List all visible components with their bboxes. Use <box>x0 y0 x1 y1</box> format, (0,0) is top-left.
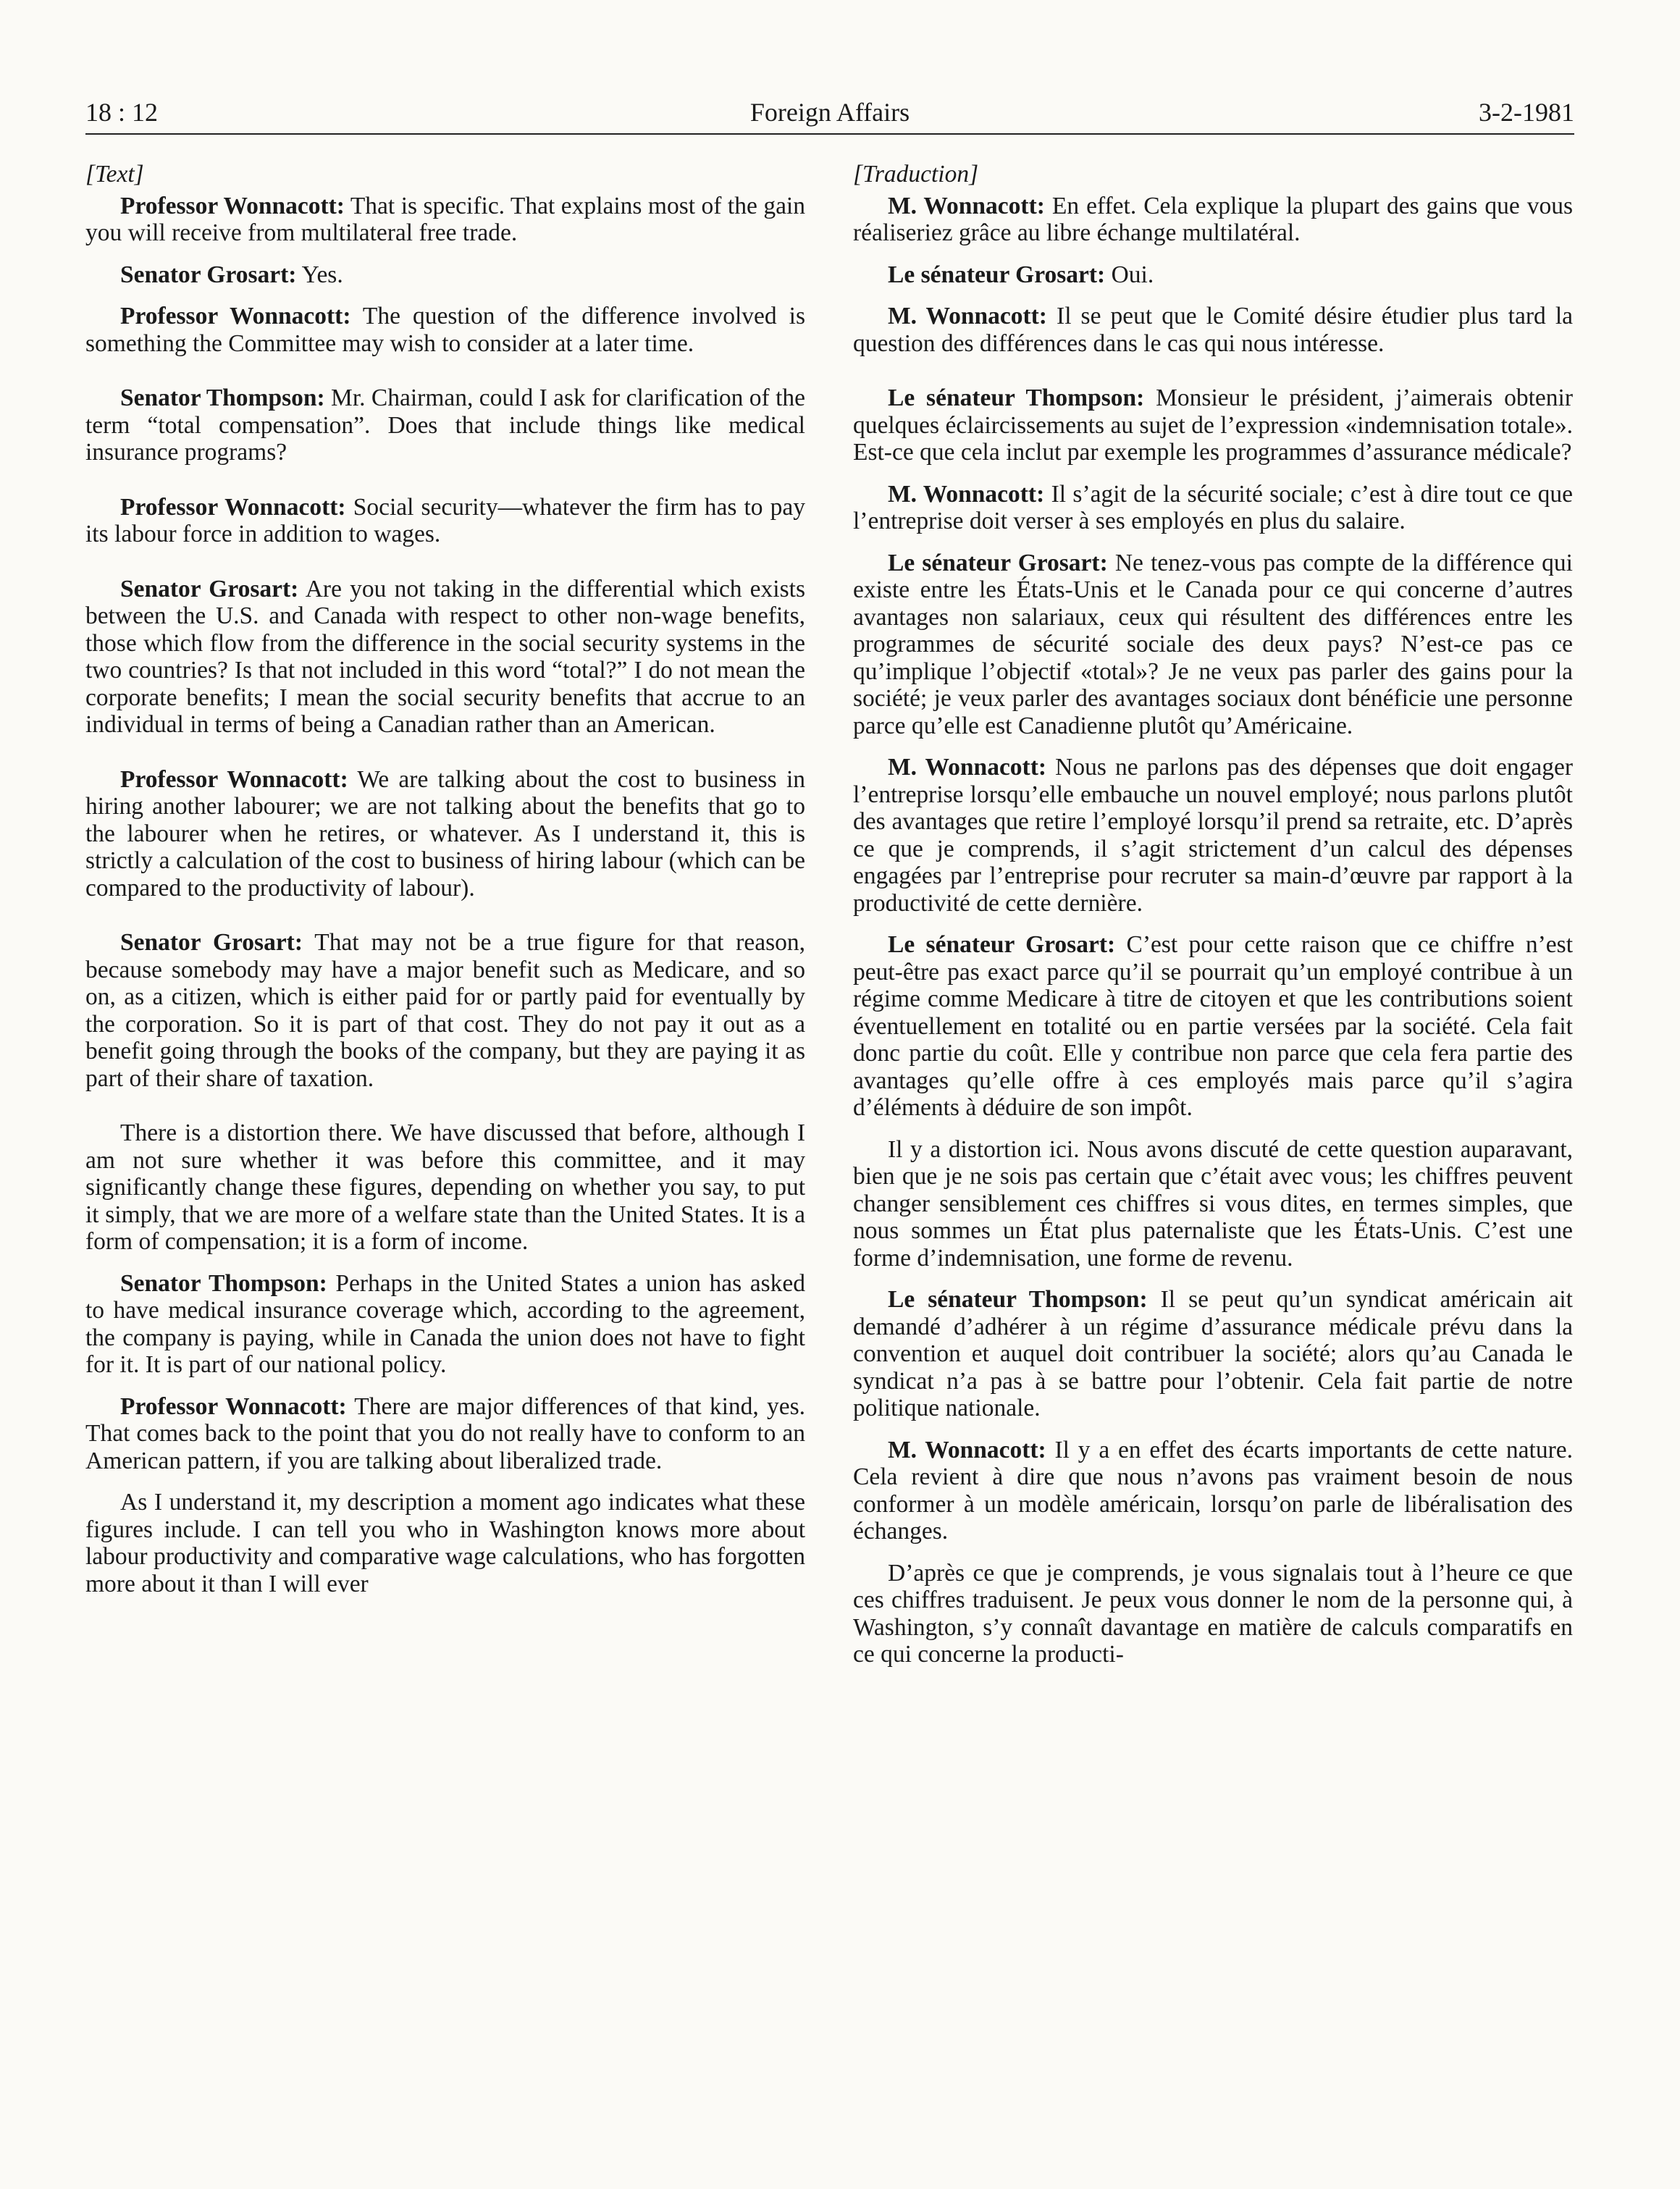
paragraph-text: Il se peut que le Comité désire étudier plus tard la question des différences dans le cas qui nous intéresse. <box>853 303 1574 357</box>
transcript-paragraph <box>85 1119 805 1256</box>
paragraph-text: Are you not taking in the differential which exists between the U.S. and Canada with respect to other non-wage benefits, those which flow from the difference in the social security systems in the two countries? Is that not included in this word “total?” I do not mean the corporate benefits; I mean the social security benefits that accrue to an individual in terms of being a Canadian rather than an American. <box>85 575 805 738</box>
transcript-paragraph <box>85 494 805 548</box>
paragraph-text: Il se peut qu’un syndicat américain ait demandé d’adhérer à un régime d’assurance médicale prévu dans la convention et auquel doit contribuer la société; alors qu’au Canada le syndicat n’a pas à se battre pour l’obtenir. Cela fait partie de notre politique nationale. <box>853 1286 1573 1421</box>
paragraph-text: Il y a en effet des écarts importants de cette nature. Cela revient à dire que nous n’avons pas vraiment besoin de nous conformer à un modèle américain, lorsqu’on parle de libéralisation des échanges. <box>853 1436 1573 1545</box>
transcript-paragraph <box>853 1560 1573 1668</box>
transcript-paragraph <box>853 1286 1573 1422</box>
page-date: 3-2-1981 <box>1479 98 1574 127</box>
transcript-paragraph <box>85 385 805 466</box>
paragraph-text: Il s’agit de la sécurité sociale; c’est à dire tout ce que l’entreprise doit verser à ses employés en plus du salaire. <box>853 480 1574 534</box>
paragraph-text: Ne tenez-vous pas compte de la différence qui existe entre les États-Unis et le Canada pour ce qui concerne d’autres avantages non salariaux, ceux qui résultent des différences entre les programmes de sécurité sociale des deux pays? N’est-ce pas ce qu’implique l’objectif «total»? Je ne veux pas parler des gains pour la société; je veux parler des avantages sociaux dont bénéficie une personne parce qu’elle est Canadienne plutôt qu’Américaine. <box>853 549 1573 739</box>
paragraph-text: D’après ce que je comprends, je vous signalais tout à l’heure ce que ces chiffres traduisent. Je peux vous donner le nom de la personne qui, à Washington, s’y connaît davantage en matière de calculs comparatifs en ce qui concerne la producti- <box>853 1559 1573 1668</box>
paragraph-text: We are talking about the cost to business in hiring another labourer; we are not talking about the benefits that go to the labourer when he retires, or whatever. As I understand it, this is strictly a calculation of the cost to business of hiring labour (which can be compared to the productivity of labour). <box>85 765 806 902</box>
speaker-name: Le sénateur Thompson: <box>888 1286 1148 1313</box>
english-column <box>85 161 805 1612</box>
paragraph-text: Perhaps in the United States a union has asked to have medical insurance coverage which, according to the agreement, the company is paying, while in Canada the union does not have to fight for it. It is part of our national policy. <box>85 1269 806 1378</box>
transcript-paragraph <box>85 1393 805 1475</box>
speaker-name: Le sénateur Grosart: <box>888 549 1108 576</box>
transcript-paragraph <box>853 193 1573 247</box>
transcript-paragraph <box>853 550 1573 740</box>
speaker-name: Senator Grosart: <box>120 575 299 602</box>
paragraph-text: Il y a distortion ici. Nous avons discuté de cette question auparavant, bien que je ne sois pas certain que c’était avec vous; les chiffres peuvent changer sensiblement ces chiffres si vous dites, en termes simples, que nous sommes un État plus paternaliste que les États-Unis. C’est une forme d’indemnisation, une forme de revenu. <box>853 1135 1573 1272</box>
speaker-name: M. Wonnacott: <box>888 192 1045 219</box>
section-label-traduction: [Traduction] <box>853 161 979 188</box>
speaker-name: Le sénateur Grosart: <box>888 261 1106 288</box>
transcript-paragraph <box>85 1270 805 1379</box>
page-header <box>85 78 1574 135</box>
paragraph-text: There are major differences of that kind, yes. That comes back to the point that you do not really have to conform to an American pattern, if you are talking about liberalized trade. <box>85 1392 805 1474</box>
speaker-name: Senator Thompson: <box>120 385 325 411</box>
transcript-paragraph <box>853 1437 1573 1545</box>
transcript-paragraph <box>85 929 805 1092</box>
speaker-name: Professor Wonnacott: <box>120 192 345 219</box>
paragraph-text: Social security—whatever the firm has to pay its labour force in addition to wages. <box>85 493 806 547</box>
speaker-name: Senator Grosart: <box>120 261 297 288</box>
speaker-name: M. Wonnacott: <box>888 754 1047 781</box>
paragraph-text: Nous ne parlons pas des dépenses que doit engager l’entreprise lorsqu’elle embauche un nouvel employé; nous parlons plutôt des avantages que retire l’employé lorsqu’il prend sa retraite, etc. D’après ce que je comprends, il s’agit strictement d’un calcul des dépenses engagées par l’entreprise pour recruter sa main-d’œuvre par rapport à la productivité de cette dernière. <box>853 754 1573 917</box>
speaker-name: Professor Wonnacott: <box>120 1392 347 1420</box>
transcript-paragraph <box>85 576 805 739</box>
speaker-name: Senator Grosart: <box>120 929 303 956</box>
paragraph-text: En effet. Cela explique la plupart des gains que vous réaliseriez grâce au libre échange multilatéral. <box>853 192 1574 246</box>
transcript-paragraph <box>853 481 1573 535</box>
transcript-paragraph <box>853 303 1573 357</box>
transcript-paragraph <box>85 766 805 902</box>
page-number: 18 : 12 <box>85 98 159 127</box>
paragraph-text: There is a distortion there. We have discussed that before, although I am not sure whether it was before this committee, and it may significantly change these figures, depending on whether you say, to put it simply, that we are more of a welfare state than the United States. It is a form of compensation; it is a form of income. <box>85 1119 805 1255</box>
transcript-paragraph <box>853 931 1573 1122</box>
speaker-name: Senator Thompson: <box>120 1269 327 1297</box>
speaker-name: Professor Wonnacott: <box>120 303 351 329</box>
paragraph-text: Oui. <box>1105 261 1154 288</box>
paragraph-text: The question of the difference involved is something the Committee may wish to consider at a later time. <box>85 303 805 357</box>
speaker-name: M. Wonnacott: <box>888 303 1047 329</box>
speaker-name: Le sénateur Grosart: <box>888 931 1116 958</box>
transcript-paragraph <box>853 385 1573 466</box>
paragraph-text: Mr. Chairman, could I ask for clarification of the term “total compensation”. Does that include things like medical insurance programs? <box>85 385 806 466</box>
transcript-paragraph <box>85 303 805 357</box>
paragraph-text: As I understand it, my description a moment ago indicates what these figures include. I can tell you who in Washington knows more about labour productivity and comparative wage calculations, who has forgotten more about it than I will ever <box>85 1489 805 1597</box>
section-label-text: [Text] <box>85 161 144 188</box>
transcript-paragraph <box>853 261 1573 289</box>
running-title: Foreign Affairs <box>749 98 910 127</box>
speaker-name: Le sénateur Thompson: <box>888 385 1145 411</box>
speaker-name: M. Wonnacott: <box>888 480 1045 508</box>
transcript-paragraph <box>853 1136 1573 1272</box>
speaker-name: M. Wonnacott: <box>888 1436 1046 1463</box>
paragraph-text: C’est pour cette raison que ce chiffre n’est peut-être pas exact parce qu’il se pourrait qu’un employé contribue à un régime comme Medicare à titre de citoyen et que les contributions soient éventuellement en totalité ou en partie versées par la société. Cela fait donc partie du coût. Elle y contribue non parce que cela fera partie des avantages qu’elle offre à ces employés mais parce qu’il s’agira d’éléments à déduire de son impôt. <box>853 931 1573 1121</box>
transcript-paragraph <box>85 261 805 289</box>
french-column <box>853 161 1573 1683</box>
speaker-name: Professor Wonnacott: <box>120 765 348 793</box>
transcript-paragraph <box>85 1489 805 1597</box>
paragraph-text: That may not be a true figure for that reason, because somebody may have a major benefit such as Medicare, and so on, as a citizen, which is either paid for or partly paid for eventually by the corporation. So it is part of that cost. They do not pay it out as a benefit going through the books of the company, but they are paying it as part of their share of taxation. <box>85 929 805 1092</box>
paragraph-text: Yes. <box>296 261 343 288</box>
paragraph-text: That is specific. That explains most of the gain you will receive from multilateral free trade. <box>85 192 805 246</box>
paragraph-text: Monsieur le président, j’aimerais obtenir quelques éclaircissements au sujet de l’expression «indemnisation totale». Est-ce que cela inclut par exemple les programmes d’assurance médicale? <box>853 385 1574 466</box>
transcript-paragraph <box>853 754 1573 917</box>
speaker-name: Professor Wonnacott: <box>120 493 346 521</box>
transcript-paragraph <box>85 193 805 247</box>
